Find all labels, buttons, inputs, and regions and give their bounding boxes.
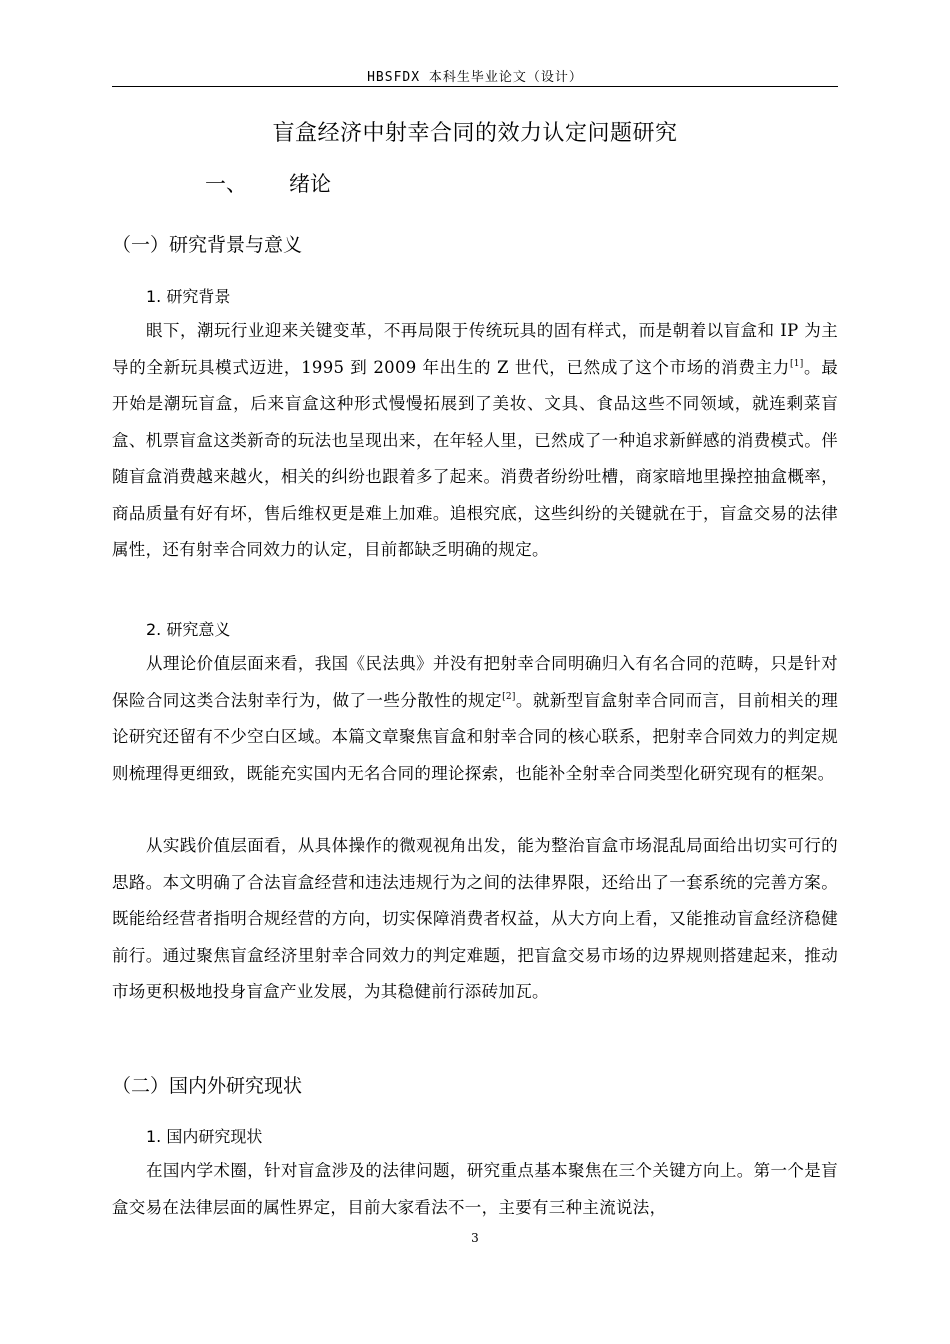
running-header: HBSFDX 本科生毕业论文（设计） xyxy=(367,70,583,85)
subsection-heading-significance: 2. 研究意义 xyxy=(146,620,231,639)
header-rule xyxy=(112,86,838,87)
paragraph-background: 眼下，潮玩行业迎来关键变革，不再局限于传统玩具的固有样式，而是朝着以盲盒和 IP 为主导的全新玩具模式迈进，1995 到 2009 年出生的 Z 世代，已然成了这个市场的消费主力[1]。最开始是潮玩盲盒，后来盲盒这种形式慢慢拓展到了美妆、文具、食品这些不同领域，就连剩菜盲盒、机票盲盒这类新奇的玩法也呈现出来，在年轻人里，已然成了一种追求新鲜感的消费模式。伴随盲盒消费越来越火，相关的纠纷也跟着多了起来。消费者纷纷吐槽，商家暗地里操控抽盒概率，商品质量有好有坏，售后维权更是难上加难。追根究底，这些纠纷的关键就在于，盲盒交易的法律属性，还有射幸合同效力的认定，目前都缺乏明确的规定。 xyxy=(112,321,838,559)
subsection-heading-background: 1. 研究背景 xyxy=(146,287,231,306)
section-heading-background: （一）研究背景与意义 xyxy=(112,234,303,256)
chapter-heading xyxy=(205,168,331,198)
chapter-title: 绪论 xyxy=(289,172,331,196)
chapter-number: 一、 xyxy=(205,172,247,196)
citation-1: [1] xyxy=(789,358,804,369)
section-heading-research-status: （二）国内外研究现状 xyxy=(112,1075,303,1097)
paragraph-domestic-status: 在国内学术圈，针对盲盒涉及的法律问题，研究重点基本聚焦在三个关键方向上。第一个是盲盒交易在法律层面的属性界定，目前大家看法不一，主要有三种主流说法， xyxy=(112,1161,838,1217)
page-number: 3 xyxy=(471,1231,479,1245)
paper-title: 盲盒经济中射幸合同的效力认定问题研究 xyxy=(272,121,678,146)
paragraph-practical-value: 从实践价值层面看，从具体操作的微观视角出发，能为整治盲盒市场混乱局面给出切实可行的思路。本文明确了合法盲盒经营和违法违规行为之间的法律界限，还给出了一套系统的完善方案。既能给经营者指明合规经营的方向，切实保障消费者权益，从大方向上看，又能推动盲盒经济稳健前行。通过聚焦盲盒经济里射幸合同效力的判定难题，把盲盒交易市场的边界规则搭建起来，推动市场更积极地投身盲盒产业发展，为其稳健前行添砖加瓦。 xyxy=(112,836,838,1001)
paragraph-theoretical-value: 从理论价值层面来看，我国《民法典》并没有把射幸合同明确归入有名合同的范畴，只是针对保险合同这类合法射幸行为，做了一些分散性的规定[2]。就新型盲盒射幸合同而言，目前相关的理论研究还留有不少空白区域。本篇文章聚焦盲盒和射幸合同的核心联系，把射幸合同效力的判定规则梳理得更细致，既能充实国内无名合同的理论探索，也能补全射幸合同类型化研究现有的框架。 xyxy=(112,654,838,783)
citation-2: [2] xyxy=(502,691,516,702)
subsection-heading-domestic: 1. 国内研究现状 xyxy=(146,1127,263,1146)
